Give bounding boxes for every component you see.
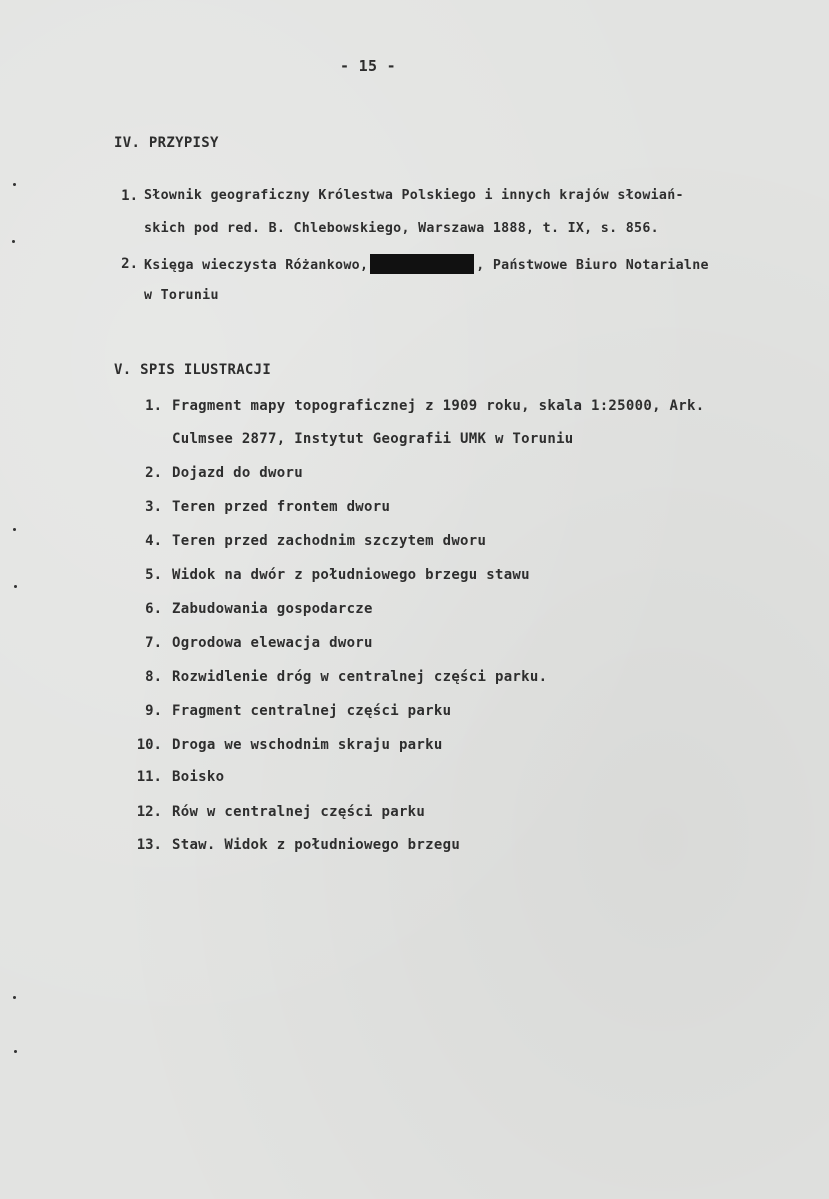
scan-speck [12, 240, 15, 243]
footnote-text: Słownik geograficzny Królestwa Polskiego i innych krajów słowiań- [144, 188, 684, 203]
footnote-text-before-redaction: Księga wieczysta Różankowo, [144, 258, 369, 273]
list-item-text: Ogrodowa elewacja dworu [172, 635, 373, 651]
scan-speck [13, 528, 16, 531]
list-item-text: Widok na dwór z południowego brzegu stawu [172, 567, 530, 583]
footnote-text-after-redaction: , Państwowe Biuro Notarialne [476, 258, 709, 273]
section-heading-przypisy: IV. PRZYPISY [114, 135, 219, 151]
list-item-text: Fragment mapy topograficznej z 1909 roku, skala 1:25000, Ark. [172, 398, 705, 414]
list-item-text: Zabudowania gospodarcze [172, 601, 373, 617]
list-item-number: 2. [145, 465, 162, 481]
scan-speck [13, 183, 16, 186]
list-item-text: Dojazd do dworu [172, 465, 303, 481]
list-item-number: 9. [145, 703, 162, 719]
list-item-number: 12. [136, 804, 162, 820]
list-item-text: Boisko [172, 769, 225, 785]
scan-speck [14, 585, 17, 588]
list-item-text: Rozwidlenie dróg w centralnej części parku. [172, 669, 548, 685]
footnote-text: skich pod red. B. Chlebowskiego, Warszawa 1888, t. IX, s. 856. [144, 221, 659, 236]
page-number: - 15 - [340, 57, 396, 75]
redaction-block [370, 254, 474, 274]
list-item-number: 11. [136, 769, 162, 785]
list-item-number: 10. [136, 737, 162, 753]
list-item-number: 5. [145, 567, 162, 583]
footnote-number: 2. [121, 256, 138, 272]
list-item-text: Teren przed zachodnim szczytem dworu [172, 533, 487, 549]
list-item-number: 13. [136, 837, 162, 853]
footnote-text [144, 255, 709, 275]
list-item-number: 3. [145, 499, 162, 515]
footnote-number: 1. [121, 188, 138, 204]
scan-speck [13, 996, 16, 999]
list-item-number: 7. [145, 635, 162, 651]
list-item-number: 8. [145, 669, 162, 685]
list-item-text: Droga we wschodnim skraju parku [172, 737, 443, 753]
list-item-number: 4. [145, 533, 162, 549]
list-item-text: Teren przed frontem dworu [172, 499, 391, 515]
list-item-text: Staw. Widok z południowego brzegu [172, 837, 461, 853]
list-item-text: Culmsee 2877, Instytut Geografii UMK w Toruniu [172, 431, 574, 447]
scan-speck [14, 1050, 17, 1053]
footnote-text: w Toruniu [144, 288, 219, 303]
list-item-text: Rów w centralnej części parku [172, 804, 426, 820]
section-heading-spis-ilustracji: V. SPIS ILUSTRACJI [114, 362, 272, 378]
list-item-text: Fragment centralnej części parku [172, 703, 452, 719]
list-item-number: 1. [145, 398, 162, 414]
list-item-number: 6. [145, 601, 162, 617]
